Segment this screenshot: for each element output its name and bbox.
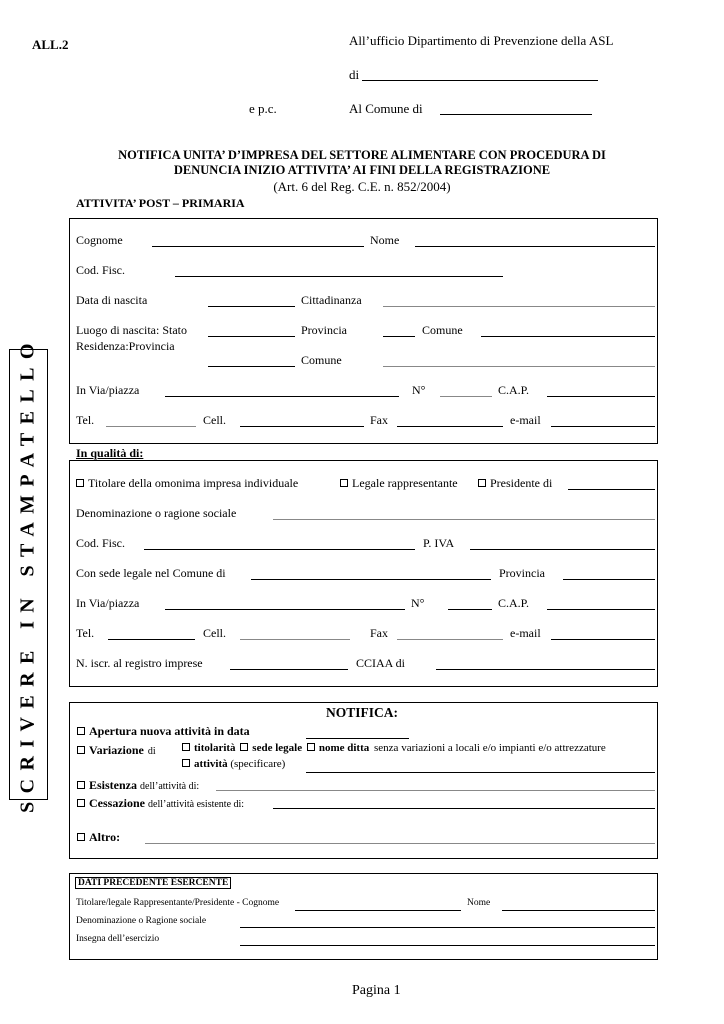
cod-fisc-field[interactable] bbox=[175, 276, 503, 277]
form-title-line1: NOTIFICA UNITA’ D’IMPRESA DEL SETTORE ALIMENTARE CON PROCEDURA DI bbox=[118, 148, 606, 162]
titolarita-checkbox[interactable] bbox=[182, 743, 190, 751]
luogo-nascita-label: Luogo di nascita: Stato bbox=[76, 323, 187, 337]
variazione-subopts: titolarità sede legale nome ditta senza variazioni a locali e/o impianti e/o attrezzature bbox=[182, 742, 606, 754]
form-title-line3: (Art. 6 del Reg. C.E. n. 852/2004) bbox=[273, 179, 451, 194]
cognome-field[interactable] bbox=[152, 246, 364, 247]
cessazione-checkbox[interactable] bbox=[77, 799, 85, 807]
page-number: Pagina 1 bbox=[352, 983, 401, 998]
addressee-asl: All’ufficio Dipartimento di Prevenzione della ASL bbox=[349, 33, 614, 48]
sede-provincia-label: Provincia bbox=[499, 566, 545, 580]
epc-label: e p.c. bbox=[249, 101, 277, 116]
presidente-checkbox[interactable] bbox=[478, 479, 486, 487]
cessazione-option[interactable]: Cessazione dell’attività esistente di: bbox=[77, 794, 244, 812]
numero-field[interactable] bbox=[440, 396, 492, 397]
cittadinanza-field[interactable] bbox=[383, 306, 655, 307]
precedente-denominazione-label: Denominazione o Ragione sociale bbox=[76, 916, 207, 926]
cognome-label: Cognome bbox=[76, 233, 123, 247]
impresa-tel-label: Tel. bbox=[76, 626, 95, 640]
impresa-tel-field[interactable] bbox=[108, 639, 195, 640]
precedente-titolare-label: Titolare/legale Rappresentante/Presidente - Cognome bbox=[76, 898, 280, 908]
attivita-checkbox[interactable] bbox=[182, 759, 190, 767]
attachment-number: ALL.2 bbox=[32, 37, 69, 52]
tel-label: Tel. bbox=[76, 413, 95, 427]
denominazione-field[interactable] bbox=[273, 519, 655, 520]
via-label: In Via/piazza bbox=[76, 383, 140, 397]
stato-nascita-field[interactable] bbox=[208, 336, 295, 337]
residenza-provincia-field[interactable] bbox=[208, 366, 295, 367]
impresa-fax-field[interactable] bbox=[397, 639, 503, 640]
apertura-option[interactable]: Apertura nuova attività in data bbox=[77, 724, 250, 739]
cittadinanza-label: Cittadinanza bbox=[301, 293, 362, 307]
cell-field[interactable] bbox=[240, 426, 364, 427]
cciaa-field[interactable] bbox=[436, 669, 655, 670]
sede-label: Con sede legale nel Comune di bbox=[76, 566, 226, 580]
cessazione-field[interactable] bbox=[273, 808, 655, 809]
impresa-email-label: e-mail bbox=[510, 626, 541, 640]
denominazione-label: Denominazione o ragione sociale bbox=[76, 506, 237, 520]
sede-provincia-field[interactable] bbox=[563, 579, 655, 580]
piva-label: P. IVA bbox=[423, 536, 455, 550]
precedente-cognome-field[interactable] bbox=[295, 910, 461, 911]
impresa-numero-field[interactable] bbox=[448, 609, 492, 610]
impresa-cell-label: Cell. bbox=[203, 626, 226, 640]
precedente-nome-label: Nome bbox=[467, 898, 491, 908]
residenza-label: Residenza:Provincia bbox=[76, 339, 175, 353]
impresa-via-field[interactable] bbox=[165, 609, 405, 610]
variazione-checkbox[interactable] bbox=[77, 746, 85, 754]
cap-label: C.A.P. bbox=[498, 383, 530, 397]
comune-label: Al Comune di bbox=[349, 101, 423, 116]
impresa-cap-field[interactable] bbox=[547, 609, 655, 610]
cell-label: Cell. bbox=[203, 413, 226, 427]
tel-field[interactable] bbox=[106, 426, 196, 427]
iscr-field[interactable] bbox=[230, 669, 348, 670]
qualita-heading: In qualità di: bbox=[76, 446, 144, 460]
asl-di-field[interactable] bbox=[362, 80, 598, 81]
side-notice-text: SCRIVERE IN STAMPATELLO bbox=[16, 335, 39, 813]
addressee-di-label: di bbox=[349, 67, 360, 82]
nome-label: Nome bbox=[370, 233, 400, 247]
comune-nascita-label: Comune bbox=[422, 323, 463, 337]
provincia-nascita-field[interactable] bbox=[383, 336, 415, 337]
fax-field[interactable] bbox=[397, 426, 503, 427]
apertura-checkbox[interactable] bbox=[77, 727, 85, 735]
altro-field[interactable] bbox=[145, 843, 655, 844]
apertura-data-field[interactable] bbox=[306, 738, 409, 739]
precedente-insegna-field[interactable] bbox=[240, 945, 655, 946]
legale-rappresentante-checkbox[interactable] bbox=[340, 479, 348, 487]
piva-field[interactable] bbox=[470, 549, 655, 550]
impresa-cod-fisc-label: Cod. Fisc. bbox=[76, 536, 126, 550]
form-subtitle: ATTIVITA’ POST – PRIMARIA bbox=[76, 196, 245, 210]
impresa-cell-field[interactable] bbox=[240, 639, 350, 640]
nome-ditta-checkbox[interactable] bbox=[307, 743, 315, 751]
legale-rappresentante-option[interactable]: Legale rappresentante bbox=[340, 476, 458, 491]
esistenza-field[interactable] bbox=[216, 790, 655, 791]
attivita-option[interactable]: attività (specificare) bbox=[182, 758, 285, 770]
email-field[interactable] bbox=[551, 426, 655, 427]
via-field[interactable] bbox=[165, 396, 399, 397]
comune-nascita-field[interactable] bbox=[481, 336, 655, 337]
impresa-fax-label: Fax bbox=[370, 626, 388, 640]
variazione-option[interactable]: Variazione di bbox=[77, 741, 156, 759]
precedente-nome-field[interactable] bbox=[502, 910, 655, 911]
form-title-line2: DENUNCIA INIZIO ATTIVITA’ AI FINI DELLA REGISTRAZIONE bbox=[173, 163, 551, 177]
attivita-field[interactable] bbox=[306, 772, 655, 773]
residenza-comune-field[interactable] bbox=[383, 366, 655, 367]
data-nascita-label: Data di nascita bbox=[76, 293, 148, 307]
cap-field[interactable] bbox=[547, 396, 655, 397]
cciaa-label: CCIAA di bbox=[356, 656, 406, 670]
cod-fisc-label: Cod. Fisc. bbox=[76, 263, 126, 277]
esistenza-option[interactable]: Esistenza dell’attività di: bbox=[77, 776, 199, 794]
esistenza-checkbox[interactable] bbox=[77, 781, 85, 789]
comune-field[interactable] bbox=[440, 114, 592, 115]
fax-label: Fax bbox=[370, 413, 388, 427]
sede-comune-field[interactable] bbox=[251, 579, 491, 580]
presidente-field[interactable] bbox=[568, 489, 655, 490]
altro-checkbox[interactable] bbox=[77, 833, 85, 841]
precedente-insegna-label: Insegna dell’esercizio bbox=[76, 934, 160, 944]
impresa-cap-label: C.A.P. bbox=[498, 596, 530, 610]
residenza-comune-label: Comune bbox=[301, 353, 342, 367]
email-label: e-mail bbox=[510, 413, 541, 427]
titolare-checkbox[interactable] bbox=[76, 479, 84, 487]
provincia-nascita-label: Provincia bbox=[301, 323, 347, 337]
notifica-heading: NOTIFICA: bbox=[325, 705, 398, 720]
presidente-option[interactable]: Presidente di bbox=[478, 476, 552, 491]
altro-option[interactable]: Altro: bbox=[77, 830, 120, 845]
impresa-cod-fisc-field[interactable] bbox=[144, 549, 415, 550]
impresa-via-label: In Via/piazza bbox=[76, 596, 140, 610]
precedente-heading: DATI PRECEDENTE ESERCENTE bbox=[75, 877, 231, 889]
nome-field[interactable] bbox=[415, 246, 655, 247]
data-nascita-field[interactable] bbox=[208, 306, 295, 307]
numero-label: N° bbox=[412, 383, 426, 397]
titolare-option[interactable]: Titolare della omonima impresa individuale bbox=[76, 476, 298, 491]
sede-legale-checkbox[interactable] bbox=[240, 743, 248, 751]
precedente-denominazione-field[interactable] bbox=[240, 927, 655, 928]
impresa-email-field[interactable] bbox=[551, 639, 655, 640]
iscr-label: N. iscr. al registro imprese bbox=[76, 656, 203, 670]
impresa-numero-label: N° bbox=[411, 596, 425, 610]
